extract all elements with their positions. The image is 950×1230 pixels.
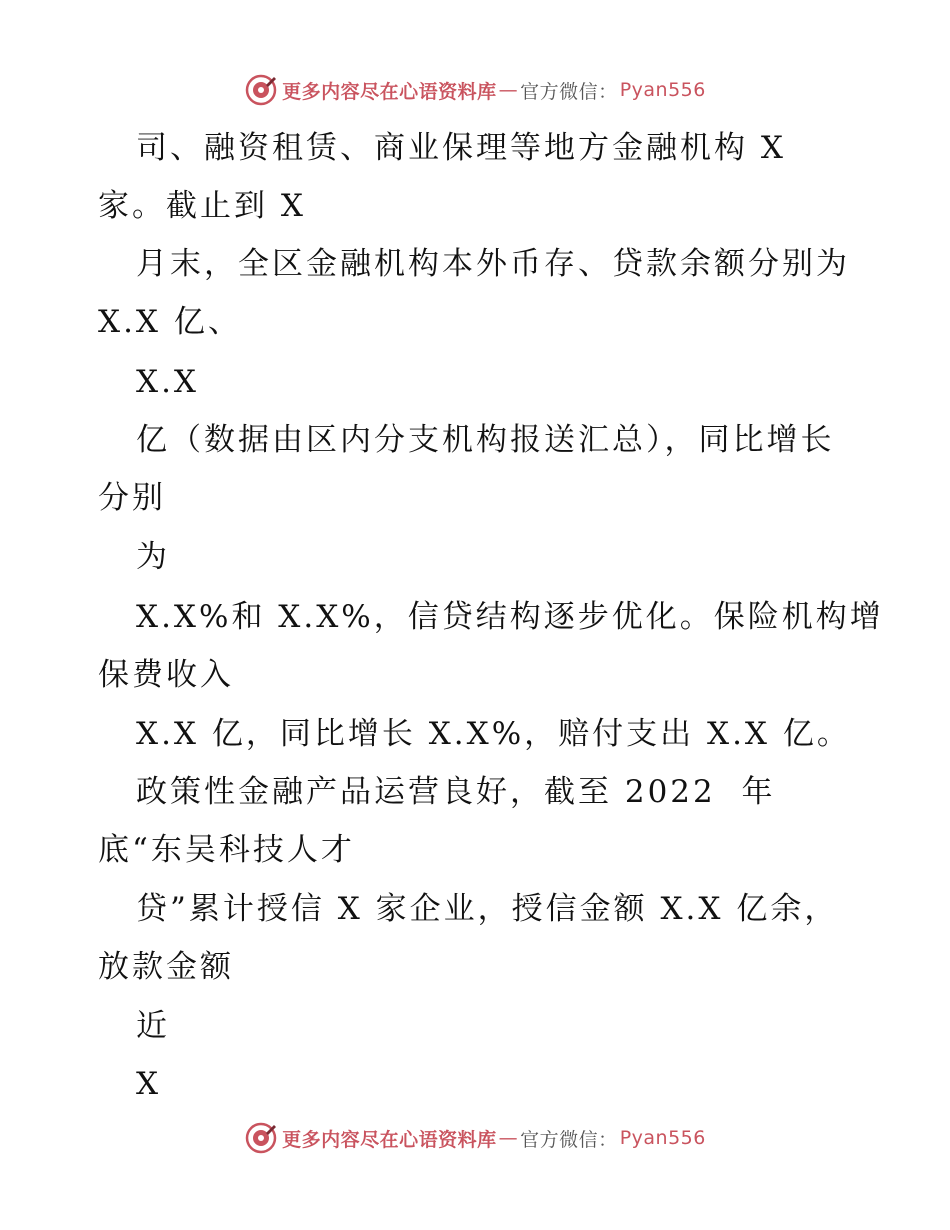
text-line: 为 <box>136 539 170 575</box>
text-line: 放款金额 <box>98 949 234 985</box>
text-line: 司、融资租赁、商业保理等地方金融机构 X <box>136 130 786 166</box>
text-line: 亿（数据由区内分支机构报送汇总），同比增长 <box>136 422 835 458</box>
text-line: 贷”累计授信 X 家企业，授信金额 X.X 亿余， <box>136 891 839 927</box>
banner-dash: — <box>498 1127 519 1149</box>
banner-wechat-label: 官方微信： <box>520 80 618 103</box>
text-line: 保费收入 <box>98 657 234 693</box>
text-line: 家。截止到 X <box>98 188 306 224</box>
text-line: X <box>136 1066 162 1102</box>
text-line: X.X%和 X.X%，信贷结构逐步优化。保险机构增 <box>136 599 884 635</box>
text-line: X.X 亿、 <box>98 304 242 340</box>
text-line: 分别 <box>98 480 166 516</box>
banner-brand: 更多内容尽在心语资料库 <box>282 1128 497 1151</box>
text-line: 近 <box>136 1008 170 1044</box>
text-line: 底“东吴科技人才 <box>98 832 355 868</box>
banner-wechat-id: Pyan556 <box>619 79 706 101</box>
footer-banner <box>0 1118 950 1158</box>
text-line: X.X 亿，同比增长 X.X%，赔付支出 X.X 亿。 <box>136 716 851 752</box>
text-line: X.X <box>136 364 199 400</box>
text-line: 月末，全区金融机构本外币存、贷款余额分别为 <box>136 246 850 282</box>
banner-wechat-id: Pyan556 <box>619 1127 706 1149</box>
banner-dash: — <box>498 79 519 101</box>
pen-logo-icon <box>244 1121 278 1155</box>
text-line: 政策性金融产品运营良好，截至 2022 年 <box>136 774 776 810</box>
banner-brand: 更多内容尽在心语资料库 <box>282 80 497 103</box>
banner-wechat-label: 官方微信： <box>520 1128 618 1151</box>
